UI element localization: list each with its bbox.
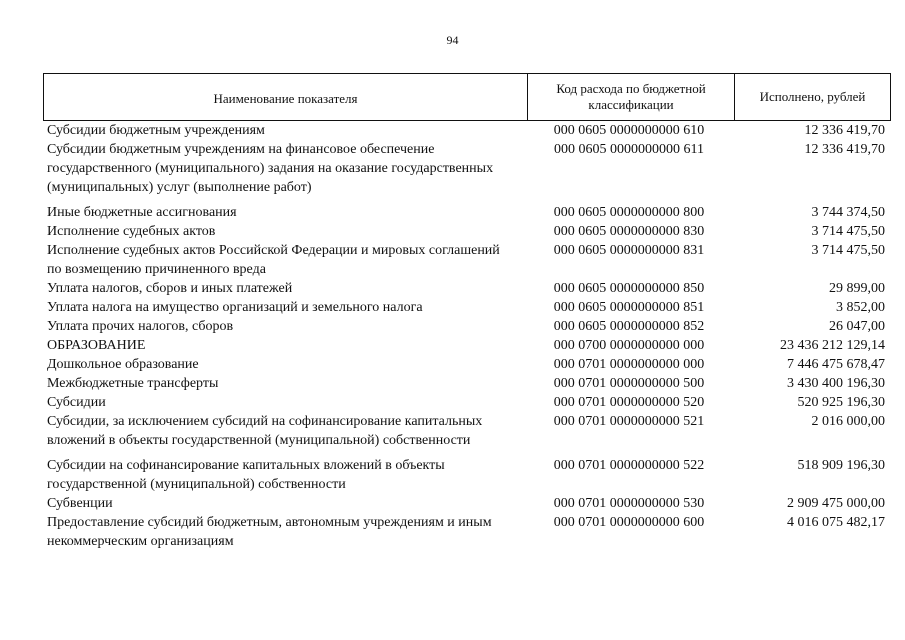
table-row bbox=[43, 456, 891, 494]
row-name: Субвенции bbox=[47, 496, 113, 511]
row-name: Исполнение судебных актов bbox=[47, 224, 216, 239]
row-code: 000 0701 0000000000 530 bbox=[553, 496, 705, 511]
row-code: 000 0701 0000000000 600 bbox=[553, 515, 705, 530]
budget-table bbox=[43, 73, 891, 551]
row-name: Исполнение судебных актов Российской Федерации и мировых соглашений по возмещению причиненного вреда bbox=[47, 243, 500, 277]
row-name: Уплата налога на имущество организаций и земельного налога bbox=[47, 300, 423, 315]
table-row bbox=[43, 393, 891, 412]
row-amount: 12 336 419,70 bbox=[804, 123, 885, 138]
row-name: Дошкольное образование bbox=[47, 357, 199, 372]
table-row bbox=[43, 374, 891, 393]
header-name: Наименование показателя bbox=[44, 74, 528, 120]
table-row bbox=[43, 412, 891, 450]
row-code: 000 0605 0000000000 831 bbox=[553, 243, 705, 258]
page-number: 94 bbox=[446, 33, 459, 47]
header-executed: Исполнено, рублей bbox=[759, 89, 866, 104]
row-amount: 3 714 475,50 bbox=[811, 224, 885, 239]
row-code: 000 0605 0000000000 610 bbox=[553, 123, 705, 138]
row-code: 000 0605 0000000000 830 bbox=[553, 224, 705, 239]
row-amount: 7 446 475 678,47 bbox=[787, 357, 885, 372]
row-code: 000 0605 0000000000 611 bbox=[554, 142, 704, 157]
row-code: 000 0605 0000000000 800 bbox=[553, 205, 705, 220]
row-amount: 518 909 196,30 bbox=[797, 458, 885, 473]
table-row bbox=[43, 140, 891, 197]
table-header bbox=[43, 73, 891, 121]
row-code: 000 0605 0000000000 851 bbox=[553, 300, 705, 315]
table-row bbox=[43, 494, 891, 513]
row-amount: 3 714 475,50 bbox=[811, 243, 885, 258]
row-code: 000 0700 0000000000 000 bbox=[553, 338, 705, 353]
table-row bbox=[43, 203, 891, 222]
row-amount: 2 016 000,00 bbox=[811, 414, 885, 429]
table-row bbox=[43, 355, 891, 374]
header-code: Код расхода по бюджетной классификации bbox=[528, 74, 735, 120]
row-amount: 2 909 475 000,00 bbox=[787, 496, 885, 511]
table-row bbox=[43, 336, 891, 355]
row-name: Субсидии на софинансирование капитальных вложений в объекты государственной (муниципальной) собственности bbox=[47, 458, 445, 492]
row-code: 000 0605 0000000000 850 bbox=[553, 281, 705, 296]
row-amount: 520 925 196,30 bbox=[797, 395, 885, 410]
row-name: Субсидии бюджетным учреждениям на финансовое обеспечение государственного (муниципального) задания на оказание государственных (муниципальных) услуг (выполнение работ) bbox=[47, 142, 494, 195]
row-code: 000 0701 0000000000 521 bbox=[553, 414, 705, 429]
row-code: 000 0701 0000000000 500 bbox=[553, 376, 705, 391]
table-row bbox=[43, 513, 891, 551]
row-name: Межбюджетные трансферты bbox=[47, 376, 219, 391]
table-row bbox=[43, 317, 891, 336]
row-code: 000 0701 0000000000 000 bbox=[553, 357, 705, 372]
row-amount: 3 744 374,50 bbox=[811, 205, 885, 220]
table-row bbox=[43, 279, 891, 298]
row-amount: 29 899,00 bbox=[829, 281, 885, 296]
row-name: Уплата налогов, сборов и иных платежей bbox=[47, 281, 293, 296]
row-amount: 26 047,00 bbox=[829, 319, 885, 334]
row-code: 000 0701 0000000000 522 bbox=[553, 458, 705, 473]
row-amount: 4 016 075 482,17 bbox=[787, 515, 885, 530]
row-name: Субсидии, за исключением субсидий на софинансирование капитальных вложений в объекты государственной (муниципальной) собственности bbox=[47, 414, 483, 448]
table-row bbox=[43, 121, 891, 140]
table-row bbox=[43, 222, 891, 241]
row-name: Субсидии бюджетным учреждениям bbox=[47, 123, 265, 138]
row-code: 000 0605 0000000000 852 bbox=[553, 319, 705, 334]
row-name: Субсидии bbox=[47, 395, 106, 410]
table-row bbox=[43, 298, 891, 317]
row-amount: 12 336 419,70 bbox=[804, 142, 885, 157]
row-name: Предоставление субсидий бюджетным, автономным учреждениям и иным некоммерческим организациям bbox=[47, 515, 492, 549]
row-amount: 3 430 400 196,30 bbox=[787, 376, 885, 391]
table-row bbox=[43, 241, 891, 279]
row-name: ОБРАЗОВАНИЕ bbox=[47, 338, 146, 353]
row-name: Уплата прочих налогов, сборов bbox=[47, 319, 234, 334]
row-code: 000 0701 0000000000 520 bbox=[553, 395, 705, 410]
row-amount: 23 436 212 129,14 bbox=[780, 338, 885, 353]
row-name: Иные бюджетные ассигнования bbox=[47, 205, 237, 220]
row-amount: 3 852,00 bbox=[836, 300, 885, 315]
